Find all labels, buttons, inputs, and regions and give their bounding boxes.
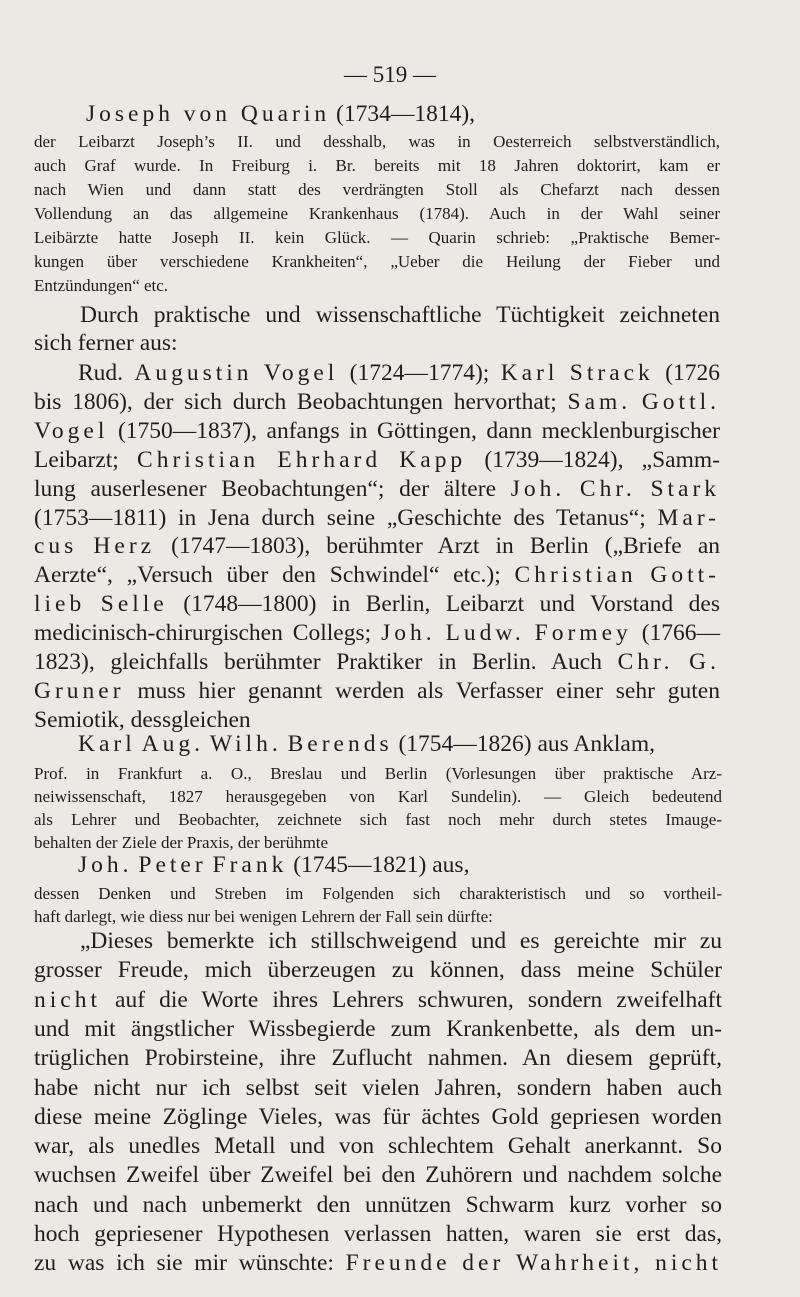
page-number: — 519 —: [344, 62, 436, 87]
spaced-name: Aug.: [141, 731, 204, 757]
text-run: bis 1806), der sich durch Beobachtungen hervorthat;: [34, 388, 568, 415]
spaced-name: Stark: [650, 475, 721, 502]
text-run: war, als unedles Metall und von schlechtem Gehalt anerkannt. So: [34, 1133, 722, 1160]
spaced-name: Berends: [287, 731, 393, 757]
text-run: [253, 360, 264, 386]
text-run: Rud.: [78, 360, 135, 386]
text-run: grosser Freude, mich überzeugen zu können, dass meine Schüler: [34, 957, 722, 984]
spaced-name: Strack: [569, 360, 654, 386]
quote-line: [34, 1164, 722, 1188]
text-run: trüglichen Probirsteine, ihre Zuflucht nahmen. An diesem geprüft,: [34, 1045, 722, 1072]
text-run: [643, 1250, 655, 1276]
spaced-name: Freunde: [345, 1250, 451, 1277]
text-run: Semiotik, dessgleichen: [34, 706, 251, 733]
spaced-name: Joh.: [510, 475, 566, 502]
quote-line: [34, 1074, 722, 1101]
text-run: [558, 360, 569, 386]
spaced-name: Christian: [514, 562, 637, 589]
spaced-name: Gott-: [650, 562, 721, 589]
intro-line: sich ferner aus:: [34, 330, 178, 356]
text-run: [436, 620, 446, 646]
spaced-name: Sam.: [567, 388, 632, 415]
text-run: (1724—1774);: [338, 360, 501, 386]
text-run: [631, 389, 642, 415]
spaced-name: Karl: [500, 360, 559, 386]
text-run: Leibarzt;: [34, 446, 138, 473]
section-heading: [78, 733, 678, 757]
text-run: lung auserlesener Beobachtungen“; der ältere: [34, 475, 511, 502]
paragraph-line: [34, 388, 720, 415]
text-run: [637, 562, 651, 588]
spaced-name: Karl: [78, 731, 136, 757]
text-run: [504, 1250, 516, 1276]
spaced-name: Chr.: [579, 475, 636, 502]
spaced-name: Ehrhard: [277, 446, 382, 473]
body-text-line: dessen Denken und Streben im Folgenden sich charakteristisch und so vortheil-: [34, 884, 722, 903]
section-heading: [86, 101, 476, 127]
body-text-line: Entzündungen“ etc.: [34, 276, 169, 295]
paragraph-line: [34, 504, 720, 531]
quote-line: [34, 959, 722, 983]
body-text-line: haft darlegt, wie diess nur bei wenigen Lehrern der Fall sein dürfte:: [34, 907, 493, 926]
body-text-line: behalten der Ziele der Praxis, der berühmte: [34, 833, 329, 852]
spaced-name: Vogel: [34, 417, 109, 444]
text-run: „Dieses bemerkte ich stillschweigend und es gereichte mir zu: [80, 928, 722, 954]
text-run: und mit ängstlicher Wissbegierde zum Krankenbette, als dem un-: [34, 1015, 722, 1042]
text-run: [673, 649, 689, 675]
text-run: auf die Worte ihres Lehrers schwuren, sondern zweifelhaft: [100, 986, 722, 1013]
spaced-name: Wilh.: [209, 731, 282, 757]
spaced-name: Vogel: [263, 360, 339, 386]
spaced-name: Kapp: [399, 446, 467, 473]
quote-line: [34, 986, 722, 1013]
spaced-name: Joh.: [78, 852, 133, 878]
quote-line: [34, 1191, 722, 1218]
text-run: [381, 447, 399, 473]
text-run: (1726: [653, 360, 720, 386]
body-text-line: Leibärzte hatte Joseph II. kein Glück. — Quarin schrieb: „Praktische Bemer-: [34, 228, 720, 247]
spaced-name: lieb: [34, 591, 86, 618]
text-run: [451, 1250, 463, 1276]
section-heading: [78, 854, 578, 878]
quote-line: [34, 1047, 722, 1071]
paragraph-line: [34, 446, 720, 473]
spaced-name: Joh.: [381, 620, 436, 647]
paragraph-line: [34, 622, 720, 646]
spaced-name: Augustin: [134, 360, 253, 386]
text-run: diese meine Zöglinge Vieles, was für ächtes Gold gepriesen worden: [34, 1103, 722, 1130]
spaced-name: der: [462, 1250, 505, 1277]
paragraph-line: [34, 417, 720, 444]
text-run: wuchsen Zweifel über Zweifel bei den Zuhörern und nachdem solche: [34, 1162, 722, 1189]
text-run: (1753—1811) in Jena durch seine „Geschichte des Tetanus“;: [34, 504, 658, 531]
text-run: nach und nach unbemerkt den unnützen Schwarm kurz vorher so: [34, 1191, 722, 1218]
text-run: (1739—1824), „Samm-: [466, 446, 720, 473]
text-run: [565, 476, 580, 502]
quote-line: [34, 1103, 722, 1130]
heading-name: Joseph von Quarin: [86, 101, 331, 127]
spaced-name: Peter: [138, 852, 207, 878]
text-run: (1747—1803), berühmter Arzt in Berlin („Briefe an: [155, 533, 720, 560]
heading-dates: (1734—1814),: [336, 101, 476, 127]
body-text-line: kungen über verschiedene Krankheiten“, „Ueber die Heilung der Fieber und: [34, 252, 720, 271]
paragraph-line: [34, 651, 720, 675]
spaced-name: Gruner: [34, 677, 125, 704]
text-run: [525, 620, 535, 646]
body-text-line: als Lehrer und Beobachter, zeichnete sich fast noch mehr durch stetes Imauge-: [34, 810, 722, 829]
text-run: habe nicht nur ich selbst seit vielen Jahren, sondern haben auch: [34, 1074, 722, 1101]
text-run: (1766—: [631, 620, 721, 647]
text-run: (1745—1821) aus,: [287, 852, 470, 878]
spaced-name: G.: [689, 649, 720, 675]
text-run: Aerzte“, „Versuch über den Schwindel“ etc.);: [34, 562, 515, 589]
paragraph-line: [34, 677, 720, 704]
spaced-name: Formey: [534, 620, 632, 647]
spaced-name: Herz: [93, 533, 156, 560]
paragraph-line: [34, 535, 720, 559]
paragraph-line: [34, 475, 721, 502]
text-run: [636, 476, 651, 502]
body-text-line: der Leibarzt Joseph’s II. und desshalb, was in Oesterreich selbstverständlich,: [34, 132, 720, 151]
text-run: (1750—1837), anfangs in Göttingen, dann mecklenburgischer: [108, 417, 720, 444]
paragraph-line: [78, 362, 720, 386]
text-run: (1754—1826) aus Anklam,: [392, 731, 655, 757]
spaced-name: cus: [34, 533, 78, 560]
body-text-line: auch Graf wurde. In Freiburg i. Br. bereits mit 18 Jahren doktorirt, kam er: [34, 156, 720, 175]
spaced-name: nicht: [655, 1250, 723, 1277]
spaced-name: nicht: [34, 986, 101, 1013]
spaced-name: Chr.: [617, 649, 674, 675]
spaced-name: Wahrheit,: [516, 1250, 644, 1277]
quote-line: [34, 1223, 722, 1247]
text-run: [85, 591, 101, 617]
spaced-name: Mar-: [657, 504, 720, 531]
quote-line: [34, 1252, 722, 1276]
spaced-name: Christian: [137, 446, 260, 473]
paragraph-line: [34, 593, 720, 617]
body-text-line: nach Wien und dann statt des verdrängten Stoll als Chefarzt nach dessen: [34, 180, 720, 199]
spaced-name: Gottl.: [641, 388, 720, 415]
text-run: [77, 533, 93, 559]
quote-line: [34, 1015, 722, 1042]
quote-line: [34, 1135, 722, 1159]
spaced-name: Ludw.: [445, 620, 525, 647]
intro-line: Durch praktische und wissenschaftliche Tüchtigkeit zeichneten: [80, 302, 720, 328]
text-run: zu was ich sie mir wünschte:: [34, 1250, 346, 1277]
text-run: medicinisch-chirurgischen Collegs;: [34, 620, 382, 647]
body-text-line: Prof. in Frankfurt a. O., Breslau und Berlin (Vorlesungen über praktische Arz-: [34, 764, 722, 783]
spaced-name: Frank: [212, 852, 288, 878]
text-run: hoch gepriesener Hypothesen verlassen hatten, waren sie erst das,: [34, 1221, 722, 1247]
text-run: [259, 447, 277, 473]
text-run: muss hier genannt werden als Verfasser einer sehr guten: [124, 677, 720, 704]
text-run: (1748—1800) in Berlin, Leibarzt und Vorstand des: [167, 591, 720, 618]
text-run: 1823), gleichfalls berühmter Praktiker in Berlin. Auch: [34, 649, 618, 675]
quote-line: [80, 930, 722, 954]
paragraph-line: [34, 564, 720, 588]
body-text-line: neiwissenschaft, 1827 herausgegeben von Karl Sundelin). — Gleich bedeutend: [34, 787, 722, 806]
body-text-line: Vollendung an das allgemeine Krankenhaus (1784). Auch in der Wahl seiner: [34, 204, 720, 223]
paragraph-line: [34, 706, 720, 733]
spaced-name: Selle: [100, 591, 168, 618]
